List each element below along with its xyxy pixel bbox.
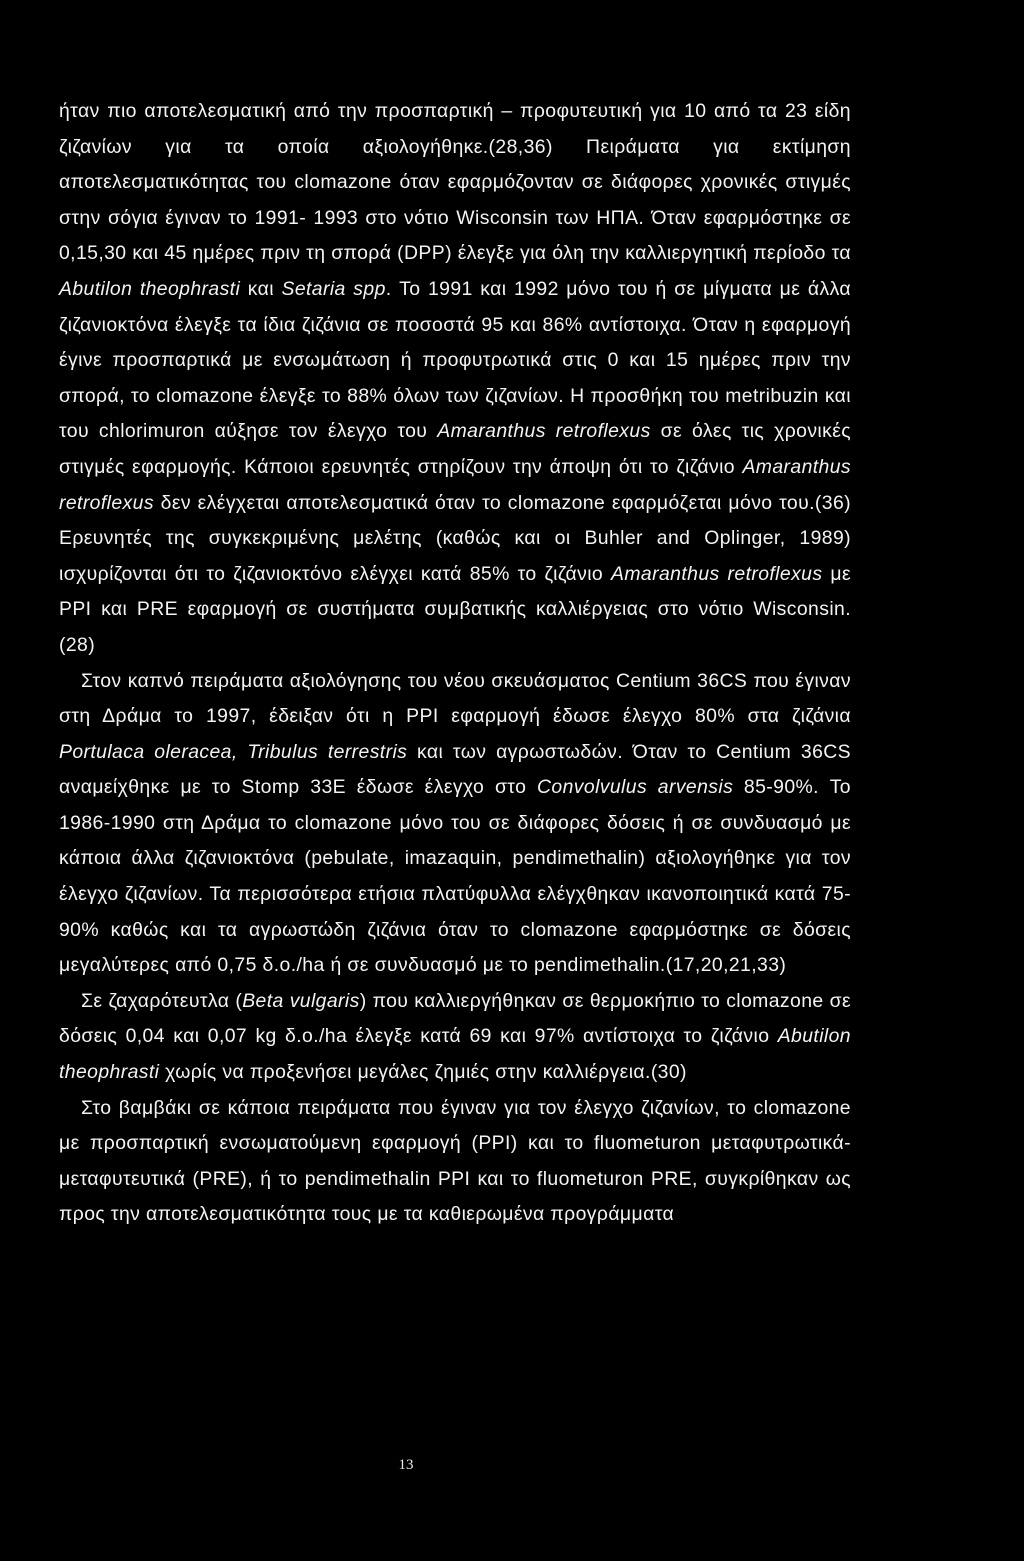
text-run: χωρίς να προξενήσει μεγάλες ζημιές στην καλλιέργεια.(30) [159, 1061, 687, 1084]
text-run: Σε ζαχαρότευτλα ( [81, 989, 243, 1012]
page-number: 13 [398, 1457, 414, 1473]
italic-term: Convolvulus arvensis [537, 776, 734, 799]
italic-term: Abutilon theophrasti [59, 277, 241, 300]
text-run: Στον καπνό πειράματα αξιολόγησης του νέου σκευάσματος Centium 36CS που έγιναν στη Δράμα το 1997, έδειξαν ότι η PPI εφαρμογή έδωσε έλεγχο 80% στα ζιζάνια [59, 669, 851, 728]
document-body [59, 94, 851, 1233]
paragraph [59, 984, 851, 1091]
text-run: ) που καλλιεργήθηκαν σε θερμοκήπιο το clomazone σε δόσεις 0,04 και 0,07 kg δ.ο./ha έλεγξε κατά 69 και 97% αντίστοιχα το ζιζάνιο [59, 989, 851, 1048]
italic-term: Abutilon theophrasti [59, 1025, 851, 1084]
italic-term: Amaranthus retroflexus [611, 562, 823, 585]
italic-term: Beta vulgaris [242, 989, 360, 1012]
italic-term: Portulaca oleracea, Tribulus terrestris [59, 740, 408, 763]
text-run: σε όλες τις χρονικές στιγμές εφαρμογής. Κάποιοι ερευνητές στηρίζουν την άποψη ότι το ζιζάνιο [59, 420, 852, 478]
text-run: δεν ελέγχεται αποτελεσματικά όταν το clomazone εφαρμόζεται μόνο του.(36) Ερευνητές της συγκεκριμένης μελέτης (καθώς και οι Buhler and Oplinger, 1989) ισχυρίζονται ότι το ζιζανιοκτόνο ελέγχει κατά 85% το ζιζάνιο [59, 491, 851, 585]
italic-term: Amaranthus retroflexus [59, 455, 851, 514]
text-run: 85-90%. Το 1986-1990 στη Δράμα το clomazone μόνο του σε διάφορες δόσεις ή σε συνδυασμό με κάποια άλλα ζιζανιοκτόνα (pebulate, imazaquin, pendimethalin) αξιολογήθηκε για τον έλεγχο ζιζανίων. Τα περισσότερα ετήσια πλατύφυλλα ελέγχθηκαν ικανοποιητικά κατά 75-90% καθώς και τα αγρωστώδη ζιζάνια όταν το clomazone εφαρμόστηκε σε δόσεις μεγαλύτερες από 0,75 δ.ο./ha ή σε συνδυασμό με το pendimethalin.(17,20,21,33) [59, 776, 851, 977]
text-run: ήταν πιο αποτελεσματική από την προσπαρτική – προφυτευτική για 10 από τα 23 είδη ζιζανίων για τα οποία αξιολογήθηκε.(28,36) Πειράματα για εκτίμηση αποτελεσματικότητας του clomazone όταν εφαρμόζονταν σε διάφορες χρονικές στιγμές στην σόγια έγιναν το 1991- 1993 στο νότιο Wisconsin των ΗΠΑ. Όταν εφαρμόστηκε σε 0,15,30 και 45 ημέρες πριν τη σπορά (DPP) έλεγξε για όλη την καλλιεργητική περίοδο τα [59, 100, 851, 265]
paragraph [59, 664, 851, 984]
paragraph [59, 1091, 851, 1233]
text-run: Στο βαμβάκι σε κάποια πειράματα που έγιναν για τον έλεγχο ζιζανίων, το clomazone με προσπαρτική ενσωματούμενη εφαρμογή (PPI) και το fluometuron μεταφυτρωτικά-μεταφυτευτικά (PRE), ή το pendimethalin PPI και το fluometuron PRE, συγκρίθηκαν ως προς την αποτελεσματικότητα τους με τα καθιερωμένα προγράμματα [59, 1096, 851, 1226]
text-run: . Το 1991 και 1992 μόνο του ή σε μίγματα με άλλα ζιζανιοκτόνα έλεγξε τα ίδια ζιζάνια σε ποσοστά 95 και 86% αντίστοιχα. Όταν η εφαρμογή έγινε προσπαρτικά με ενσωμάτωση ή προφυτρωτικά στις 0 και 15 ημέρες πριν την σπορά, το clomazone έλεγξε το 88% όλων των ζιζανίων. Η προσθήκη του metribuzin και του chlorimuron αύξησε τον έλεγχο του [59, 277, 851, 443]
text-run: με PPI και PRE εφαρμογή σε συστήματα συμβατικής καλλιέργειας στο νότιο Wisconsin. (28) [59, 562, 852, 656]
italic-term: Amaranthus retroflexus [437, 420, 651, 443]
text-run: και των αγρωστωδών. Όταν το Centium 36CS αναμείχθηκε με το Stomp 33E έδωσε έλεγχο στο [59, 740, 851, 799]
italic-term: Setaria spp [281, 277, 386, 300]
paragraph [59, 94, 851, 664]
text-run: και [240, 277, 282, 300]
